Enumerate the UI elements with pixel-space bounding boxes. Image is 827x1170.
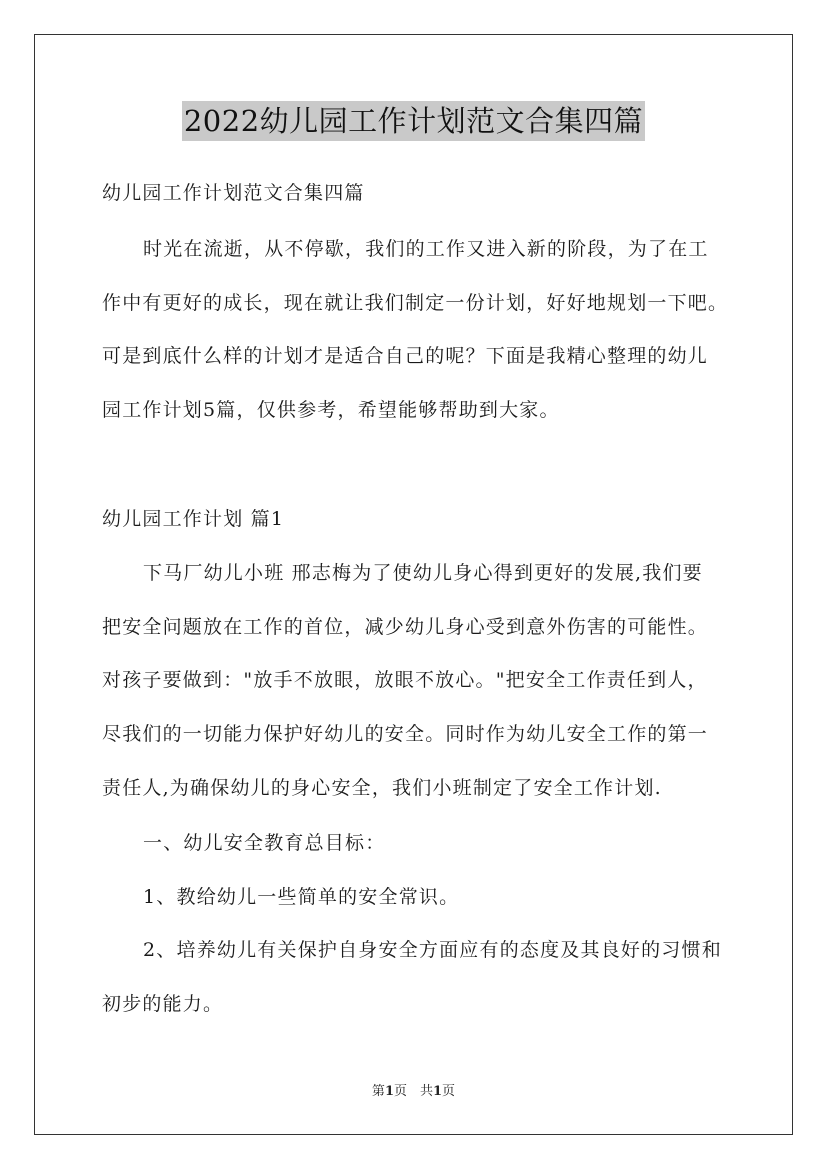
- page-footer: [0, 1084, 827, 1100]
- footer-page-total: 1: [433, 1084, 443, 1099]
- intro-line-4: 园工作计划5篇，仅供参考，希望能够帮助到大家。: [102, 399, 560, 421]
- intro-line-1: 时光在流逝，从不停歇，我们的工作又进入新的阶段，为了在工: [143, 238, 709, 260]
- section1-line-3: 对孩子要做到："放手不放眼，放眼不放心。"把安全工作责任到人，: [102, 669, 708, 691]
- footer-page-mid: 页 共: [393, 1084, 433, 1099]
- footer-page-suffix: 页: [442, 1084, 456, 1099]
- section1-heading: 幼儿园工作计划 篇1: [102, 508, 285, 530]
- section1-line-4: 尽我们的一切能力保护好幼儿的安全。同时作为幼儿安全工作的第一: [102, 723, 709, 745]
- section1-line-1: 下马厂幼儿小班 邢志梅为了使幼儿身心得到更好的发展,我们要: [143, 562, 703, 584]
- intro-line-3: 可是到底什么样的计划才是适合自己的呢？下面是我精心整理的幼儿: [102, 345, 709, 367]
- goal-item-1: 1、教给幼儿一些简单的安全常识。: [143, 886, 460, 908]
- intro-line-2: 作中有更好的成长，现在就让我们制定一份计划，好好地规划一下吧。: [102, 292, 729, 314]
- document-subtitle: 幼儿园工作计划范文合集四篇: [102, 182, 365, 204]
- document-title: 2022幼儿园工作计划范文合集四篇: [182, 101, 645, 141]
- footer-page-prefix: 第: [371, 1084, 385, 1099]
- goal-heading: 一、幼儿安全教育总目标：: [143, 832, 386, 854]
- section1-line-5: 责任人,为确保幼儿的身心安全，我们小班制定了安全工作计划.: [102, 777, 662, 799]
- title-wrap: [0, 101, 827, 141]
- goal-item-2-line-1: 2、培养幼儿有关保护自身安全方面应有的态度及其良好的习惯和: [143, 939, 722, 961]
- footer-page-number: 1: [384, 1084, 394, 1099]
- goal-item-2-line-2: 初步的能力。: [102, 993, 224, 1015]
- section1-line-2: 把安全问题放在工作的首位，减少幼儿身心受到意外伤害的可能性。: [102, 616, 709, 638]
